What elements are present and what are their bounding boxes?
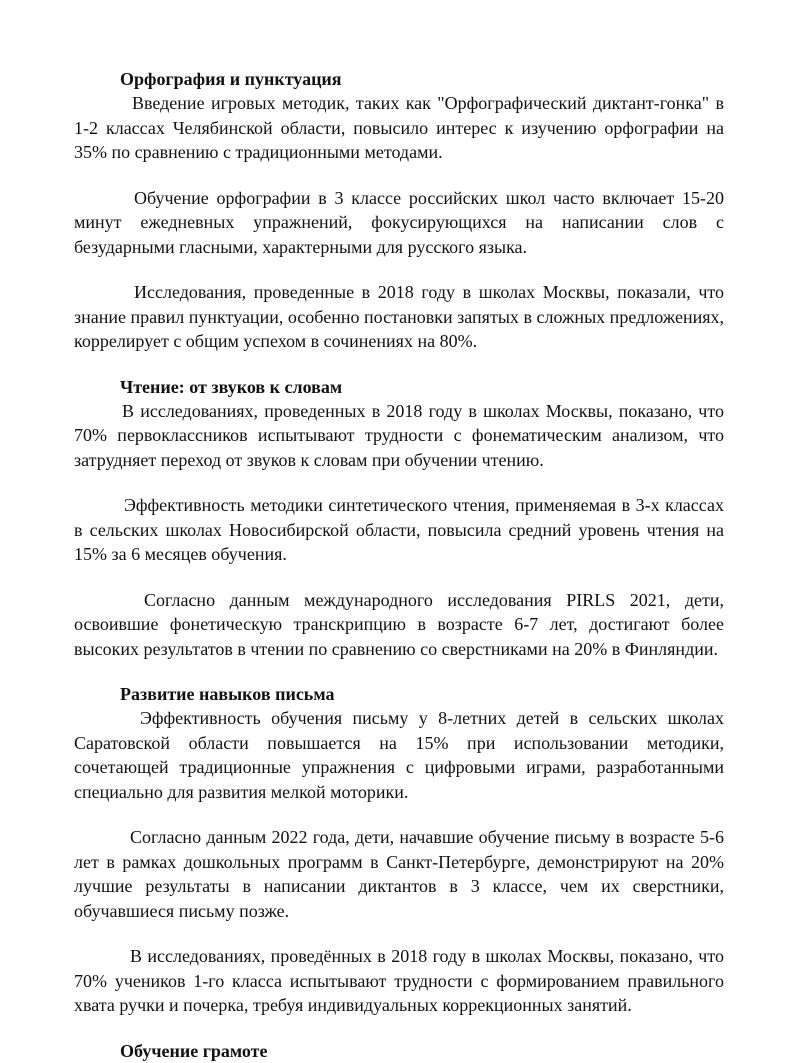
paragraph-text: Введение игровых методик, таких как "Орфографический диктант-гонка" в 1-2 классах Челябинской области, повысило интерес к изучению орфографии на 35% по сравнению с традиционными методами. (74, 93, 724, 162)
section-reading (74, 375, 724, 662)
paragraph (74, 493, 724, 567)
section-literacy (74, 1039, 724, 1063)
section-orthography (74, 67, 724, 354)
paragraph-text: Исследования, проведенные в 2018 году в школах Москвы, показали, что знание правил пунктуации, особенно постановки запятых в сложных предложениях, коррелирует с общим успехом в сочинениях на 80%. (74, 282, 724, 351)
section-heading: Развитие навыков письма (120, 684, 335, 704)
section-heading: Обучение грамоте (120, 1040, 268, 1061)
paragraph-text: В исследованиях, проведенных в 2018 году в школах Москвы, показано, что 70% первоклассников испытывают трудности с фонематическим анализом, что затрудняет переход от звуков к словам при обучении чтению. (74, 400, 724, 470)
paragraph (74, 825, 724, 923)
paragraph-text: Согласно данным 2022 года, дети, начавшие обучение письму в возрасте 5-6 лет в рамках дошкольных программ в Санкт-Петербурге, демонстрируют на 20% лучшие результаты в написании диктантов в 3 классе, чем их сверстники, обучавшиеся письму позже. (74, 827, 724, 921)
section-writing (74, 682, 724, 1018)
paragraph (74, 588, 724, 662)
paragraph-text: В исследованиях, проведённых в 2018 году в школах Москвы, показано, что 70% учеников 1-го класса испытывают трудности с формированием правильного хвата ручки и почерка, требуя индивидуальных коррекционных занятий. (74, 946, 724, 1015)
paragraph-text: Обучение орфографии в 3 классе российских школ часто включает 15-20 минут ежедневных упражнений, фокусирующихся на написании слов с безударными гласными, характерными для русского языка. (74, 187, 724, 257)
paragraph (74, 944, 724, 1018)
paragraph (74, 91, 724, 165)
paragraph-text: Согласно данным международного исследования PIRLS 2021, дети, освоившие фонетическую транскрипцию в возрасте 6-7 лет, достигают более высоких результатов в чтении по сравнению со сверстниками на 20% в Финляндии. (74, 589, 724, 659)
section-heading: Чтение: от звуков к словам (120, 376, 343, 397)
paragraph (74, 706, 724, 804)
paragraph (74, 399, 724, 473)
paragraph-text: Эффективность обучения письму у 8-летних детей в сельских школах Саратовской области повышается на 15% при использовании методики, сочетающей традиционные упражнения с цифровыми играми, разработанными специально для развития мелкой моторики. (74, 708, 724, 802)
paragraph (74, 186, 724, 260)
paragraph-text: Эффективность методики синтетического чтения, применяемая в 3-х классах в сельских школах Новосибирской области, повысила средний уровень чтения на 15% за 6 месяцев обучения. (74, 495, 724, 564)
paragraph (74, 280, 724, 354)
section-heading: Орфография и пунктуация (120, 69, 342, 89)
